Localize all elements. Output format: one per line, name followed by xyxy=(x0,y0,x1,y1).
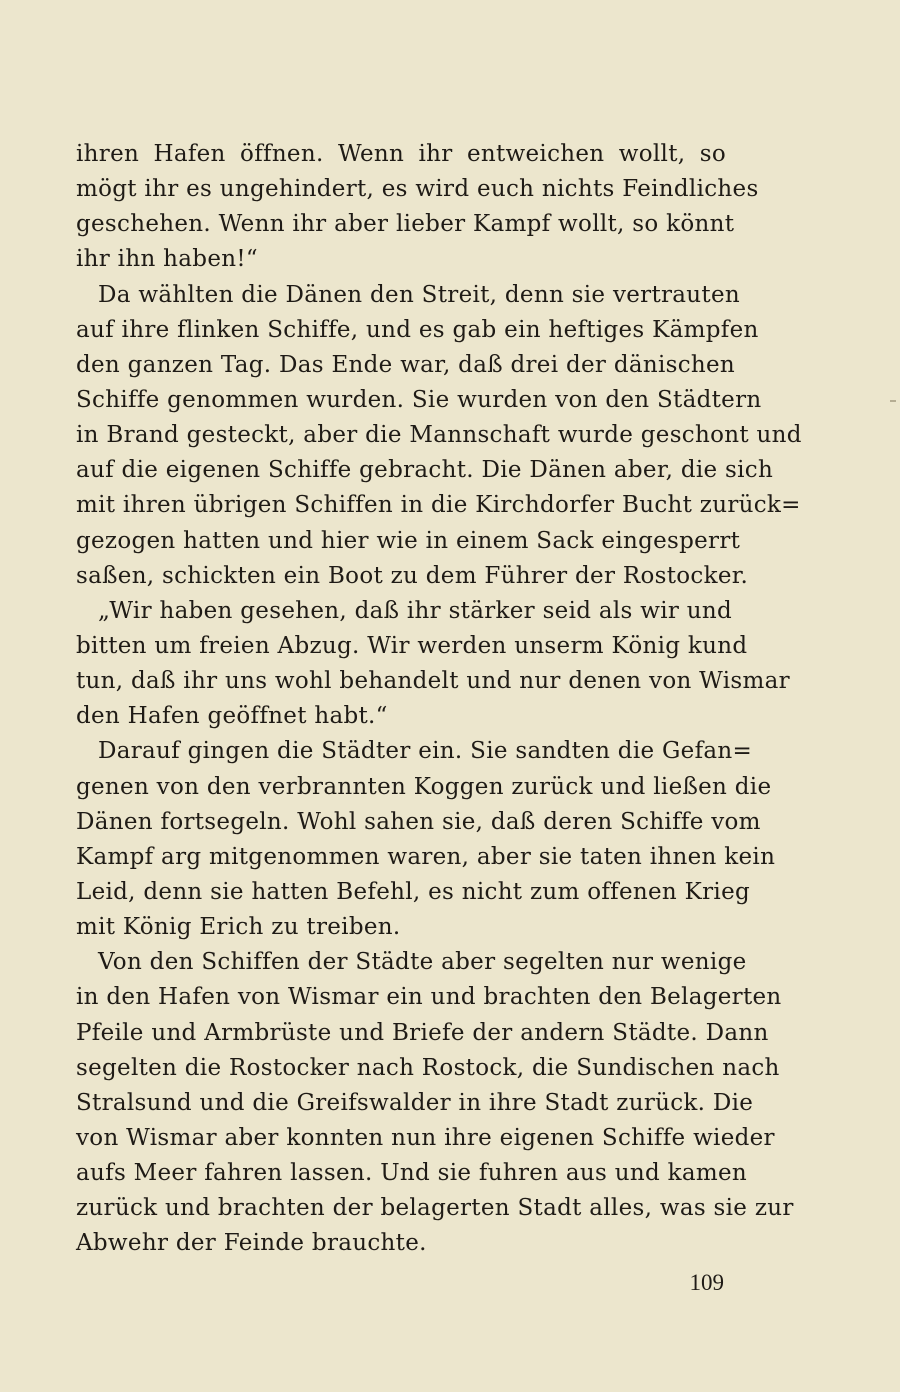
text-line: Darauf gingen die Städter ein. Sie sandten die Gefan= xyxy=(98,738,753,765)
text-line: Von den Schiffen der Städte aber segelten nur wenige xyxy=(98,949,747,976)
text-line: Schiffe genommen wurden. Sie wurden von den Städtern xyxy=(76,386,762,413)
text-line: genen von den verbrannten Koggen zurück und ließen die xyxy=(76,773,772,800)
text-line: bitten um freien Abzug. Wir werden unserm König kund xyxy=(76,632,748,659)
text-line: segelten die Rostocker nach Rostock, die Sundischen nach xyxy=(76,1054,780,1081)
text-line: von Wismar aber konnten nun ihre eigenen Schiffe wieder xyxy=(76,1124,775,1151)
text-line: tun, daß ihr uns wohl behandelt und nur denen von Wismar xyxy=(76,668,790,695)
text-line: Kampf arg mitgenommen waren, aber sie taten ihnen kein xyxy=(76,843,776,870)
text-line: in Brand gesteckt, aber die Mannschaft wurde geschont und xyxy=(76,422,802,449)
text-line: Pfeile und Armbrüste und Briefe der andern Städte. Dann xyxy=(76,1019,769,1046)
text-line: Leid, denn sie hatten Befehl, es nicht zum offenen Krieg xyxy=(76,878,751,905)
text-line: zurück und brachten der belagerten Stadt alles, was sie zur xyxy=(76,1195,794,1222)
text-line: den Hafen geöffnet habt.“ xyxy=(76,703,388,730)
text-line: ihren Hafen öffnen. Wenn ihr entweichen wollt, so xyxy=(76,141,726,167)
text-line: gezogen hatten und hier wie in einem Sack eingesperrt xyxy=(76,527,741,554)
text-line: ihr ihn haben!“ xyxy=(76,246,258,273)
text-line: auf die eigenen Schiffe gebracht. Die Dänen aber, die sich xyxy=(76,457,774,484)
text-line: aufs Meer fahren lassen. Und sie fuhren aus und kamen xyxy=(76,1160,747,1187)
text-line: mit König Erich zu treiben. xyxy=(76,914,401,941)
page-number: 109 xyxy=(689,1270,724,1295)
text-line: Dänen fortsegeln. Wohl sahen sie, daß deren Schiffe vom xyxy=(76,808,761,835)
text-line: mit ihren übrigen Schiffen in die Kirchdorfer Bucht zurück= xyxy=(76,492,801,519)
text-line: in den Hafen von Wismar ein und brachten den Belagerten xyxy=(76,984,782,1011)
text-line: mögt ihr es ungehindert, es wird euch nichts Feindliches xyxy=(76,176,759,203)
text-line: Stralsund und die Greifswalder in ihre Stadt zurück. Die xyxy=(76,1089,754,1116)
text-line: „Wir haben gesehen, daß ihr stärker seid als wir und xyxy=(98,597,733,624)
text-line: saßen, schickten ein Boot zu dem Führer der Rostocker. xyxy=(76,562,749,589)
text-line: auf ihre flinken Schiffe, und es gab ein heftiges Kämpfen xyxy=(76,316,759,343)
text-line: Da wählten die Dänen den Streit, denn sie vertrauten xyxy=(98,281,740,308)
text-line: Abwehr der Feinde brauchte. xyxy=(76,1230,427,1257)
body-text xyxy=(76,137,802,1262)
text-line: den ganzen Tag. Das Ende war, daß drei der dänischen xyxy=(76,351,736,378)
text-line: geschehen. Wenn ihr aber lieber Kampf wollt, so könnt xyxy=(76,211,735,238)
page-edge-mark xyxy=(890,400,896,402)
